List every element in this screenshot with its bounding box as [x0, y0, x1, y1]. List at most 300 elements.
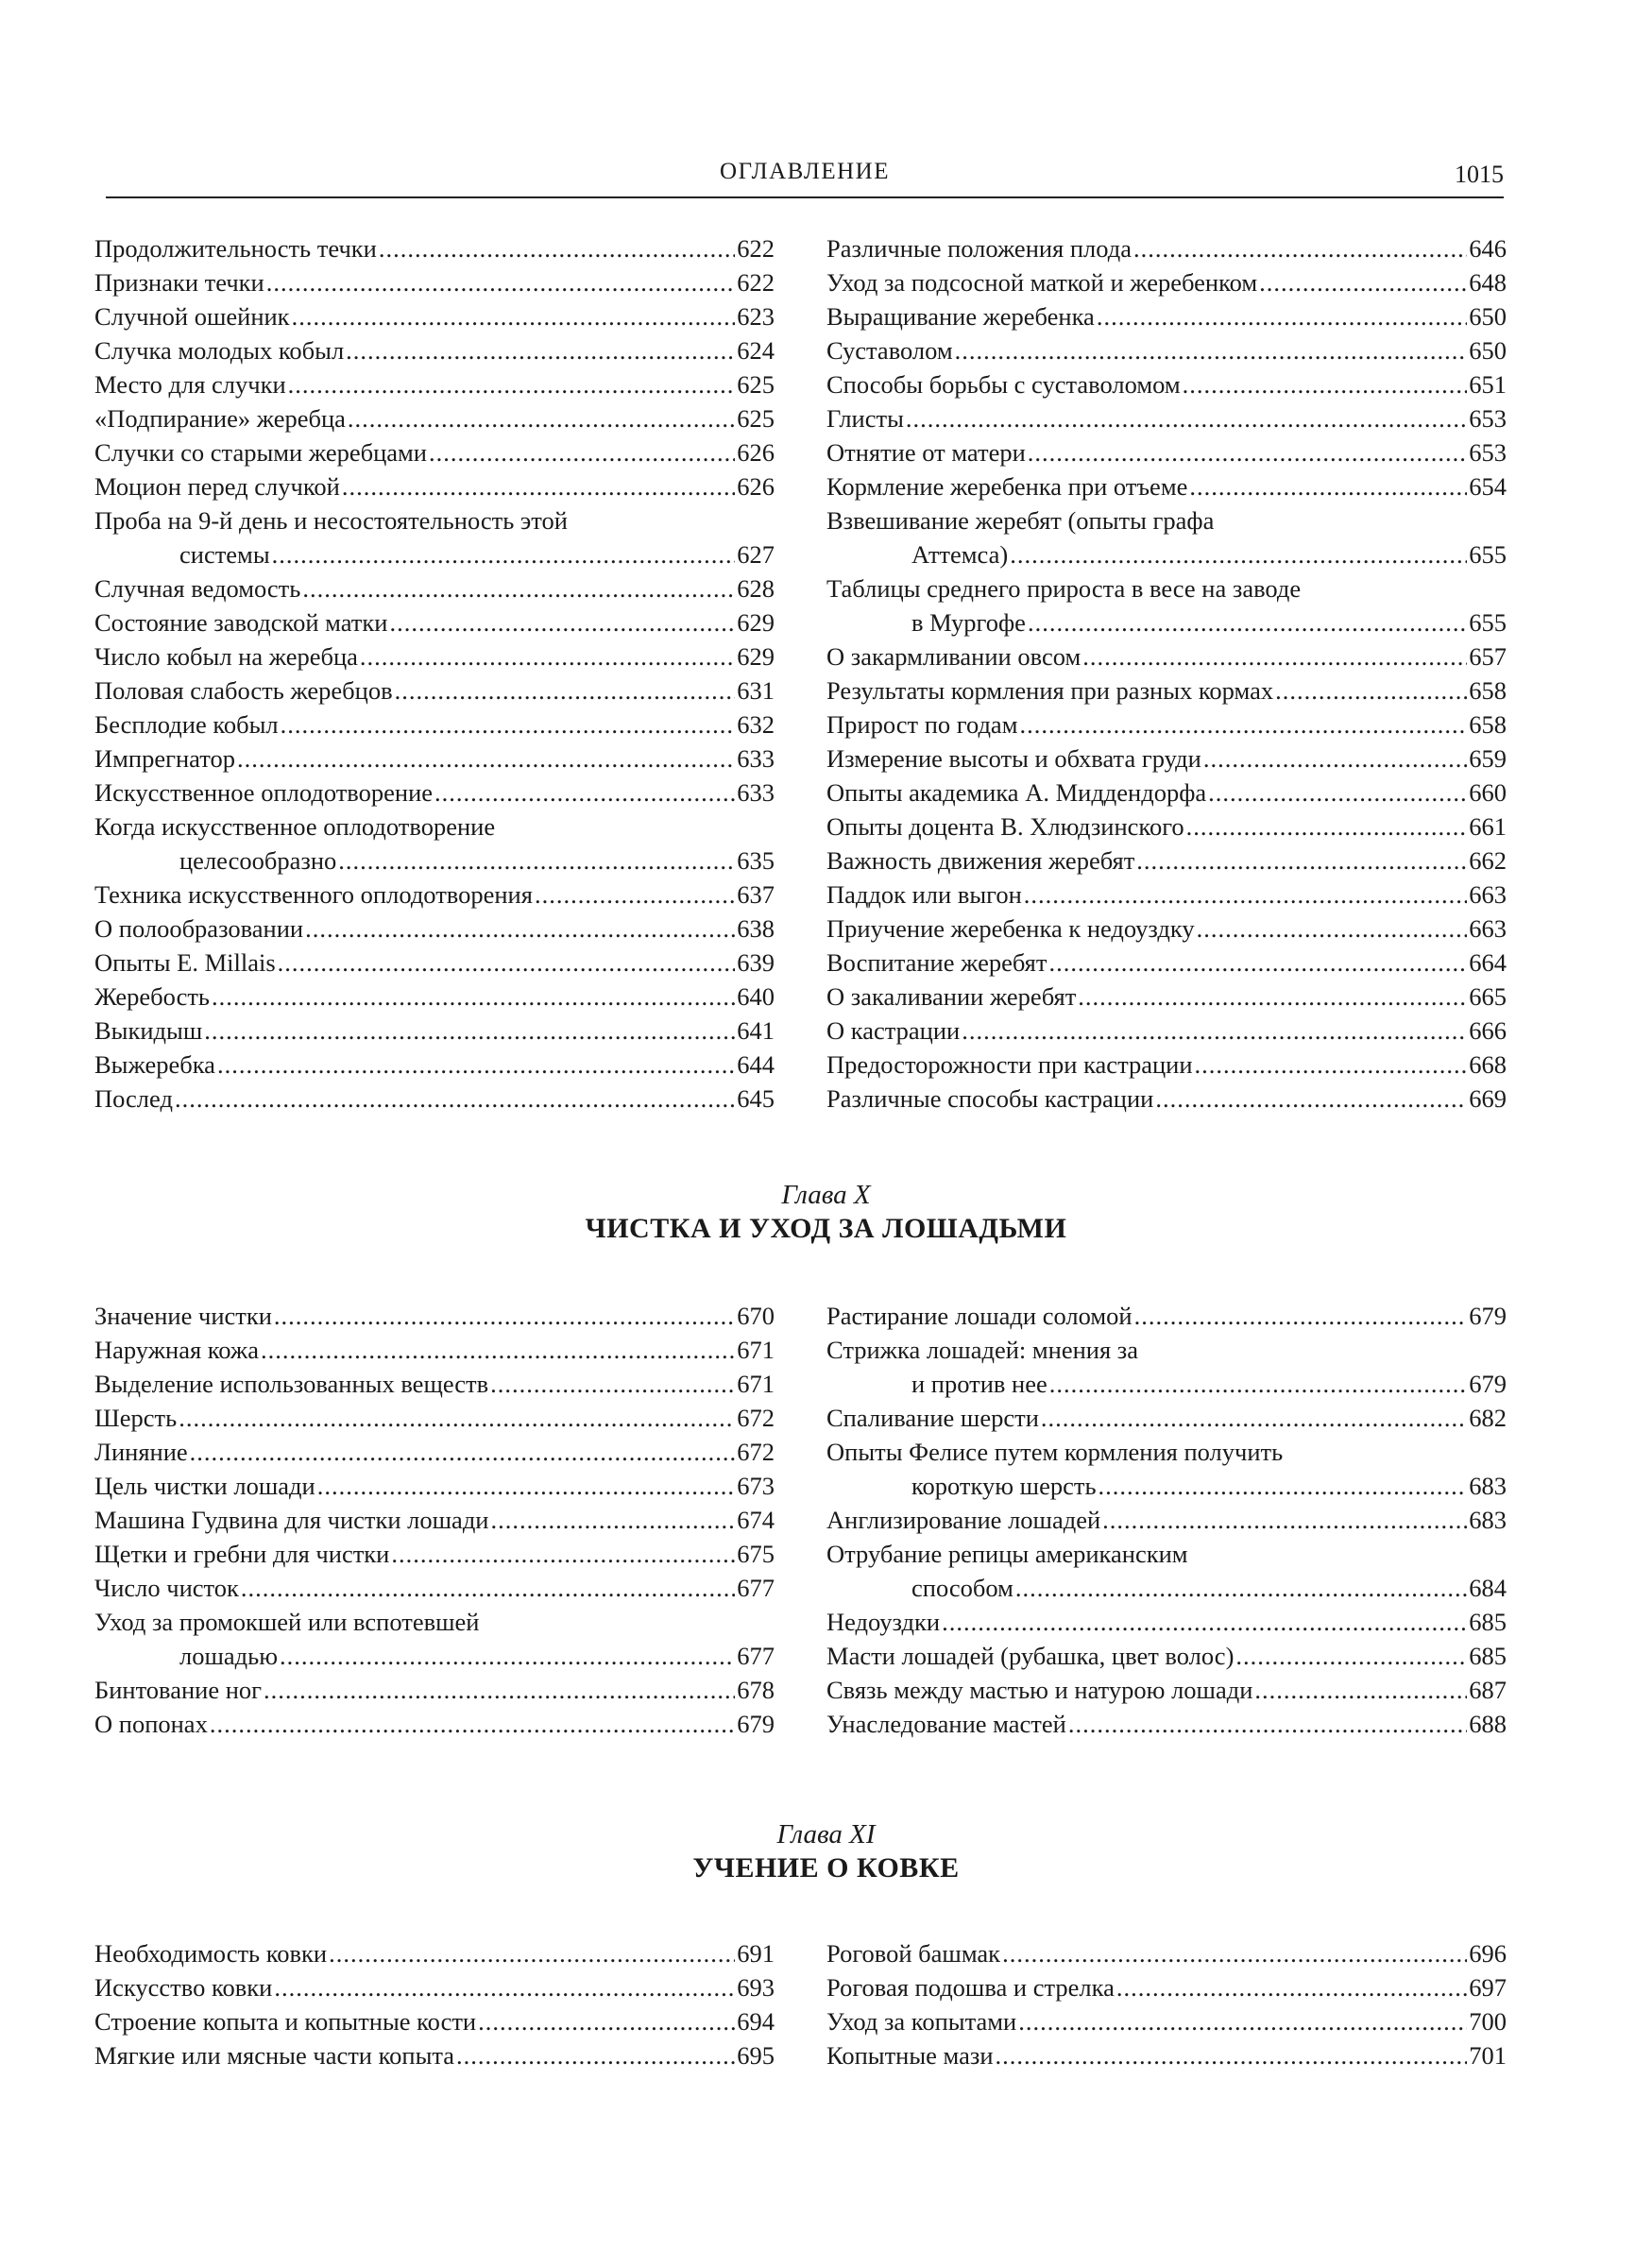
dot-leader: [302, 571, 735, 605]
toc-entry-title: Послед: [94, 1084, 173, 1113]
toc-entry-line: [826, 946, 1507, 980]
toc-entry-page: 691: [737, 1939, 775, 1968]
toc-entry-title-continuation: Аттемса): [911, 540, 1009, 569]
toc-entry: [94, 980, 775, 1014]
toc-entry-title: Способы борьбы с суставоломом: [826, 370, 1181, 399]
toc-entry-title: Унаследование мастей: [826, 1710, 1066, 1738]
toc-entry-page: 651: [1469, 370, 1507, 399]
toc-entry-page: 694: [737, 2007, 775, 2036]
toc-entry-page: 661: [1469, 812, 1507, 841]
dot-leader: [281, 707, 736, 741]
toc-entry-title: Связь между мастью и натурою лошади: [826, 1676, 1253, 1704]
toc-entry-title: Отнятие от матери: [826, 438, 1026, 467]
toc-entry-title-continuation: системы: [179, 540, 270, 569]
chapter-label: Глава X: [781, 1180, 871, 1210]
toc-entry-page: 626: [737, 472, 775, 501]
toc-entry-line: [826, 1537, 1507, 1571]
toc-entry-page: 632: [737, 710, 775, 739]
dot-leader: [1018, 2004, 1467, 2038]
toc-entry: [94, 503, 775, 571]
toc-entry-page: 679: [1469, 1370, 1507, 1398]
toc-entry-title: Проба на 9-й день и несостоятельность этой: [94, 506, 568, 535]
toc-entry-line: [94, 435, 775, 469]
toc-entry-page: 622: [737, 268, 775, 297]
toc-entry: [94, 1503, 775, 1537]
toc-entry-line: [826, 1367, 1507, 1401]
toc-entry-line: [826, 571, 1507, 605]
toc-entry-line: [94, 1673, 775, 1707]
toc-entry-page: 673: [737, 1472, 775, 1500]
toc-entry-title: Случки со старыми жеребцами: [94, 438, 427, 467]
toc-entry-title: Растирание лошади соломой: [826, 1302, 1133, 1330]
dot-leader: [274, 1970, 735, 2004]
toc-entry: [94, 878, 775, 912]
chapter-10-heading: [0, 1179, 1652, 1247]
dot-leader: [338, 844, 735, 878]
toc-entry-line: [94, 1639, 775, 1673]
toc-entry-line: [826, 707, 1507, 741]
toc-entry-line: [826, 1469, 1507, 1503]
toc-entry-line: [94, 707, 775, 741]
toc-entry-page: 658: [1469, 676, 1507, 705]
toc-entry-line: [826, 1605, 1507, 1639]
toc-entry: [94, 1299, 775, 1333]
toc-entry-page: 672: [737, 1404, 775, 1432]
toc-entry-page: 646: [1469, 234, 1507, 263]
dot-leader: [1116, 1970, 1467, 2004]
toc-entry: [94, 367, 775, 401]
toc-entry: [826, 1537, 1507, 1605]
toc-entry: [826, 299, 1507, 333]
toc-entry: [826, 1014, 1507, 1048]
toc-entry-line: [826, 537, 1507, 571]
toc-entry-line: [94, 1299, 775, 1333]
toc-entry-line: [94, 1707, 775, 1741]
toc-entry-title-continuation: способом: [911, 1574, 1013, 1602]
toc-entry-line: [826, 231, 1507, 265]
toc-entry: [826, 1936, 1507, 1970]
toc-entry-page: 685: [1469, 1608, 1507, 1636]
toc-entry-title: Наружная кожа: [94, 1336, 259, 1364]
dot-leader: [1049, 1367, 1468, 1401]
toc-entry: [826, 265, 1507, 299]
toc-entry-title: Половая слабость жеребцов: [94, 676, 393, 705]
toc-entry-line: [826, 435, 1507, 469]
toc-entry-page: 625: [737, 370, 775, 399]
toc-entry-title: О закаливании жеребят: [826, 982, 1077, 1011]
toc-entry-page: 659: [1469, 744, 1507, 773]
toc-entry: [826, 469, 1507, 503]
toc-entry-title: Линяние: [94, 1438, 188, 1466]
toc-entry-line: [94, 1014, 775, 1048]
toc-entry-page: 633: [737, 744, 775, 773]
toc-entry: [94, 2038, 775, 2072]
chapter-title: ЧИСТКА И УХОД ЗА ЛОШАДЬМИ: [585, 1213, 1067, 1244]
toc-entry: [94, 401, 775, 435]
toc-entry: [94, 776, 775, 810]
toc-entry-title: Цель чистки лошади: [94, 1472, 315, 1500]
toc-entry-line: [826, 1048, 1507, 1082]
toc-entry-line: [94, 605, 775, 639]
dot-leader: [1155, 1082, 1467, 1116]
toc-entry-page: 658: [1469, 710, 1507, 739]
toc-entry-line: [826, 1401, 1507, 1435]
dot-leader: [379, 231, 735, 265]
toc-entry-page: 627: [737, 540, 775, 569]
toc-entry: [826, 1639, 1507, 1673]
toc-entry: [94, 741, 775, 776]
toc-entry-title: Различные способы кастрации: [826, 1084, 1154, 1113]
toc-entry: [826, 367, 1507, 401]
dot-leader: [1019, 707, 1467, 741]
toc-entry: [94, 1673, 775, 1707]
toc-entry-line: [94, 1936, 775, 1970]
toc-entry: [94, 435, 775, 469]
toc-entry-line: [94, 1333, 775, 1367]
header-rule: [106, 196, 1504, 198]
toc-entry: [94, 1401, 775, 1435]
toc-entry: [94, 1048, 775, 1082]
toc-entry-line: [826, 1707, 1507, 1741]
toc-entry-line: [94, 776, 775, 810]
toc-entry-title: Выжеребка: [94, 1050, 215, 1079]
toc-entry-line: [826, 1673, 1507, 1707]
toc-entry: [826, 1048, 1507, 1082]
toc-entry-page: 665: [1469, 982, 1507, 1011]
dot-leader: [535, 878, 735, 912]
toc-entry: [826, 2038, 1507, 2072]
toc-entry-line: [94, 1367, 775, 1401]
dot-leader: [389, 605, 735, 639]
toc-entry-title: О закармливании овсом: [826, 642, 1081, 671]
dot-leader: [1048, 946, 1467, 980]
toc-entry-title: Глисты: [826, 404, 904, 433]
toc-entry-title: Мягкие или мясные части копыта: [94, 2041, 455, 2070]
dot-leader: [217, 1048, 735, 1082]
toc-entry-line: [826, 265, 1507, 299]
toc-entry-page: 666: [1469, 1016, 1507, 1045]
toc-entry-page: 677: [737, 1574, 775, 1602]
toc-entry-title: Масти лошадей (рубашка, цвет волос): [826, 1642, 1235, 1670]
toc-entry-page: 650: [1469, 336, 1507, 365]
dot-leader: [1082, 639, 1467, 673]
toc-entry-title: Результаты кормления при разных кормах: [826, 676, 1274, 705]
dot-leader: [1275, 673, 1467, 707]
toc-entry-title: Выращивание жеребенка: [826, 302, 1095, 331]
dot-leader: [346, 333, 735, 367]
toc-entry: [94, 1082, 775, 1116]
toc-entry-title: Важность движения жеребят: [826, 846, 1135, 875]
toc-entry-page: 662: [1469, 846, 1507, 875]
toc-entry: [94, 673, 775, 707]
toc-entry-title-continuation: лошадью: [179, 1642, 279, 1670]
dot-leader: [210, 1707, 735, 1741]
dot-leader: [434, 776, 735, 810]
toc-entry-title: Уход за промокшей или вспотевшей: [94, 1608, 480, 1636]
toc-entry-page: 653: [1469, 404, 1507, 433]
toc-entry-page: 669: [1469, 1084, 1507, 1113]
toc-entry-line: [826, 2004, 1507, 2038]
toc-entry-page: 623: [737, 302, 775, 331]
toc-entry-line: [826, 401, 1507, 435]
dot-leader: [490, 1367, 735, 1401]
dot-leader: [996, 2038, 1468, 2072]
toc-entry-title: Паддок или выгон: [826, 880, 1022, 909]
chapter-title: УЧЕНИЕ О КОВКЕ: [692, 1852, 960, 1883]
toc-entry-page: 640: [737, 982, 775, 1011]
dot-leader: [204, 1014, 735, 1048]
toc-entry-line: [826, 776, 1507, 810]
toc-entry-title: Бесплодие кобыл: [94, 710, 279, 739]
dot-leader: [175, 1082, 735, 1116]
toc-entry-title: Случка молодых кобыл: [94, 336, 345, 365]
toc-entry-title: Значение чистки: [94, 1302, 272, 1330]
toc-entry-page: 645: [737, 1084, 775, 1113]
toc-column-right: [826, 1936, 1507, 2072]
toc-entry-page: 655: [1469, 540, 1507, 569]
toc-entry-page: 671: [737, 1370, 775, 1398]
toc-entry-line: [94, 1537, 775, 1571]
toc-entry: [826, 231, 1507, 265]
toc-entry-line: [826, 1082, 1507, 1116]
header-title: ОГЛАВЛЕНИЕ: [720, 159, 890, 184]
toc-entry: [94, 810, 775, 878]
toc-entry: [94, 265, 775, 299]
toc-entry: [94, 571, 775, 605]
toc-entry-page: 644: [737, 1050, 775, 1079]
toc-entry-page: 696: [1469, 1939, 1507, 1968]
toc-entry-line: [826, 333, 1507, 367]
toc-column-right: [826, 231, 1507, 1116]
toc-entry: [94, 469, 775, 503]
toc-entry-page: 648: [1469, 268, 1507, 297]
toc-entry-page: 664: [1469, 948, 1507, 977]
toc-entry-title: Спаливание шерсти: [826, 1404, 1039, 1432]
dot-leader: [1189, 469, 1467, 503]
toc-entry-line: [94, 1970, 775, 2004]
toc-entry: [94, 1435, 775, 1469]
toc-section-1: [94, 231, 1507, 1116]
toc-entry-line: [94, 1082, 775, 1116]
toc-entry-line: [94, 946, 775, 980]
toc-entry-page: 668: [1469, 1050, 1507, 1079]
toc-entry-line: [94, 367, 775, 401]
toc-entry: [94, 1469, 775, 1503]
toc-entry-line: [826, 1503, 1507, 1537]
toc-entry-title: Машина Гудвина для чистки лошади: [94, 1506, 489, 1534]
toc-entry-title: Искусство ковки: [94, 1973, 273, 2002]
toc-column-left: [94, 1936, 775, 2072]
toc-entry-page: 622: [737, 234, 775, 263]
toc-entry-title: Опыты академика А. Миддендорфа: [826, 778, 1207, 807]
toc-entry-page: 629: [737, 642, 775, 671]
toc-entry-page: 631: [737, 676, 775, 705]
toc-entry-line: [826, 1435, 1507, 1469]
dot-leader: [1028, 605, 1467, 639]
toc-entry-title: О полообразовании: [94, 914, 304, 943]
toc-entry-page: 672: [737, 1438, 775, 1466]
toc-entry-line: [826, 980, 1507, 1014]
toc-entry: [94, 1970, 775, 2004]
dot-leader: [237, 741, 735, 776]
dot-leader: [278, 946, 736, 980]
toc-chapter-10: [94, 1299, 1507, 1741]
toc-entry-line: [94, 980, 775, 1014]
toc-entry-line: [826, 673, 1507, 707]
toc-entry-line: [826, 1014, 1507, 1048]
dot-leader: [272, 537, 736, 571]
toc-entry-title: Измерение высоты и обхвата груди: [826, 744, 1201, 773]
toc-entry-line: [826, 469, 1507, 503]
toc-column-left: [94, 1299, 775, 1741]
toc-entry-title: Жеребость: [94, 982, 210, 1011]
toc-entry-page: 629: [737, 608, 775, 637]
toc-entry-line: [826, 1333, 1507, 1367]
toc-entry-title: Когда искусственное оплодотворение: [94, 812, 496, 841]
toc-entry-page: 693: [737, 1973, 775, 2002]
toc-entry-page: 663: [1469, 880, 1507, 909]
chapter-label: Глава XI: [776, 1819, 876, 1849]
toc-entry: [94, 639, 775, 673]
toc-entry-line: [94, 2038, 775, 2072]
toc-entry-line: [94, 1435, 775, 1469]
toc-entry-title: Число кобыл на жеребца: [94, 642, 358, 671]
toc-entry-title: Различные положения плода: [826, 234, 1133, 263]
toc-entry-page: 677: [737, 1642, 775, 1670]
dot-leader: [1098, 1469, 1468, 1503]
dot-leader: [962, 1014, 1467, 1048]
toc-entry-title: Воспитание жеребят: [826, 948, 1047, 977]
dot-leader: [305, 912, 735, 946]
toc-entry-page: 650: [1469, 302, 1507, 331]
toc-entry: [826, 1333, 1507, 1401]
toc-entry-page: 687: [1469, 1676, 1507, 1704]
dot-leader: [395, 673, 736, 707]
toc-entry-title: Прирост по годам: [826, 710, 1018, 739]
toc-entry-title: Бинтование ног: [94, 1676, 263, 1704]
toc-entry-line: [94, 265, 775, 299]
toc-entry: [826, 707, 1507, 741]
dot-leader: [1041, 1401, 1467, 1435]
toc-entry: [826, 1435, 1507, 1503]
toc-entry-line: [826, 639, 1507, 673]
toc-entry-line: [826, 810, 1507, 844]
toc-entry-page: 683: [1469, 1506, 1507, 1534]
toc-entry-page: 683: [1469, 1472, 1507, 1500]
toc-entry: [826, 878, 1507, 912]
toc-entry-title: Копытные мази: [826, 2041, 994, 2070]
toc-entry-title: Приучение жеребенка к недоуздку: [826, 914, 1195, 943]
toc-entry-page: 626: [737, 438, 775, 467]
toc-entry-page: 684: [1469, 1574, 1507, 1602]
toc-entry-page: 657: [1469, 642, 1507, 671]
dot-leader: [1028, 435, 1467, 469]
toc-entry: [826, 776, 1507, 810]
toc-entry-title: О попонах: [94, 1710, 208, 1738]
toc-entry-line: [94, 639, 775, 673]
toc-entry: [826, 980, 1507, 1014]
toc-entry: [94, 1537, 775, 1571]
toc-entry: [94, 1707, 775, 1741]
toc-entry-page: 670: [737, 1302, 775, 1330]
toc-column-right: [826, 1299, 1507, 1741]
toc-entry-title: Опыты доцента В. Хлюдзинского: [826, 812, 1184, 841]
dot-leader: [955, 333, 1468, 367]
toc-entry-title: Англизирование лошадей: [826, 1506, 1101, 1534]
dot-leader: [1010, 537, 1467, 571]
toc-entry-line: [94, 401, 775, 435]
toc-chapter-11: [94, 1936, 1507, 2072]
toc-entry: [94, 912, 775, 946]
dot-leader: [179, 1401, 735, 1435]
toc-entry: [826, 1970, 1507, 2004]
toc-entry-title: Роговой башмак: [826, 1939, 1001, 1968]
toc-entry-title: Продолжительность течки: [94, 234, 377, 263]
toc-entry-page: 679: [737, 1710, 775, 1738]
toc-entry-page: 624: [737, 336, 775, 365]
dot-leader: [1102, 1503, 1467, 1537]
toc-entry-line: [94, 844, 775, 878]
dot-leader: [1259, 265, 1467, 299]
toc-entry-page: 701: [1469, 2041, 1507, 2070]
dot-leader: [942, 1605, 1467, 1639]
toc-entry: [826, 1673, 1507, 1707]
dot-leader: [1195, 1048, 1468, 1082]
dot-leader: [1183, 367, 1468, 401]
toc-entry-line: [826, 367, 1507, 401]
toc-entry: [94, 1333, 775, 1367]
toc-entry-title: Необходимость ковки: [94, 1939, 328, 1968]
toc-entry-page: 682: [1469, 1404, 1507, 1432]
toc-entry-title: Выкидыш: [94, 1016, 203, 1045]
dot-leader: [274, 1299, 735, 1333]
toc-entry-title-continuation: и против нее: [911, 1370, 1047, 1398]
dot-leader: [288, 367, 736, 401]
toc-entry-title-continuation: целесообразно: [179, 846, 337, 875]
toc-entry-line: [94, 571, 775, 605]
toc-entry-title: Отрубание репицы американским: [826, 1540, 1188, 1568]
toc-entry-page: 655: [1469, 608, 1507, 637]
toc-entry: [94, 1014, 775, 1048]
toc-entry-title: Опыты Фелисе путем кормления получить: [826, 1438, 1284, 1466]
dot-leader: [190, 1435, 736, 1469]
toc-entry-line: [826, 299, 1507, 333]
toc-entry-title: «Подпирание» жеребца: [94, 404, 346, 433]
toc-entry-page: 695: [737, 2041, 775, 2070]
toc-entry-line: [94, 1571, 775, 1605]
dot-leader: [329, 1936, 735, 1970]
toc-entry-page: 660: [1469, 778, 1507, 807]
toc-entry: [826, 333, 1507, 367]
toc-entry: [826, 1707, 1507, 1741]
toc-entry-line: [94, 333, 775, 367]
dot-leader: [212, 980, 735, 1014]
toc-entry-line: [94, 299, 775, 333]
dot-leader: [906, 401, 1467, 435]
toc-entry-title: Уход за копытами: [826, 2007, 1017, 2036]
dot-leader: [1068, 1707, 1467, 1741]
toc-entry-title: Недоуздки: [826, 1608, 941, 1636]
toc-entry: [826, 912, 1507, 946]
dot-leader: [1208, 776, 1467, 810]
toc-entry: [826, 571, 1507, 639]
dot-leader: [429, 435, 735, 469]
toc-entry-line: [94, 1401, 775, 1435]
toc-entry-line: [94, 537, 775, 571]
toc-entry: [826, 639, 1507, 673]
toc-entry-page: 628: [737, 574, 775, 603]
page-number: 1015: [1455, 161, 1504, 188]
